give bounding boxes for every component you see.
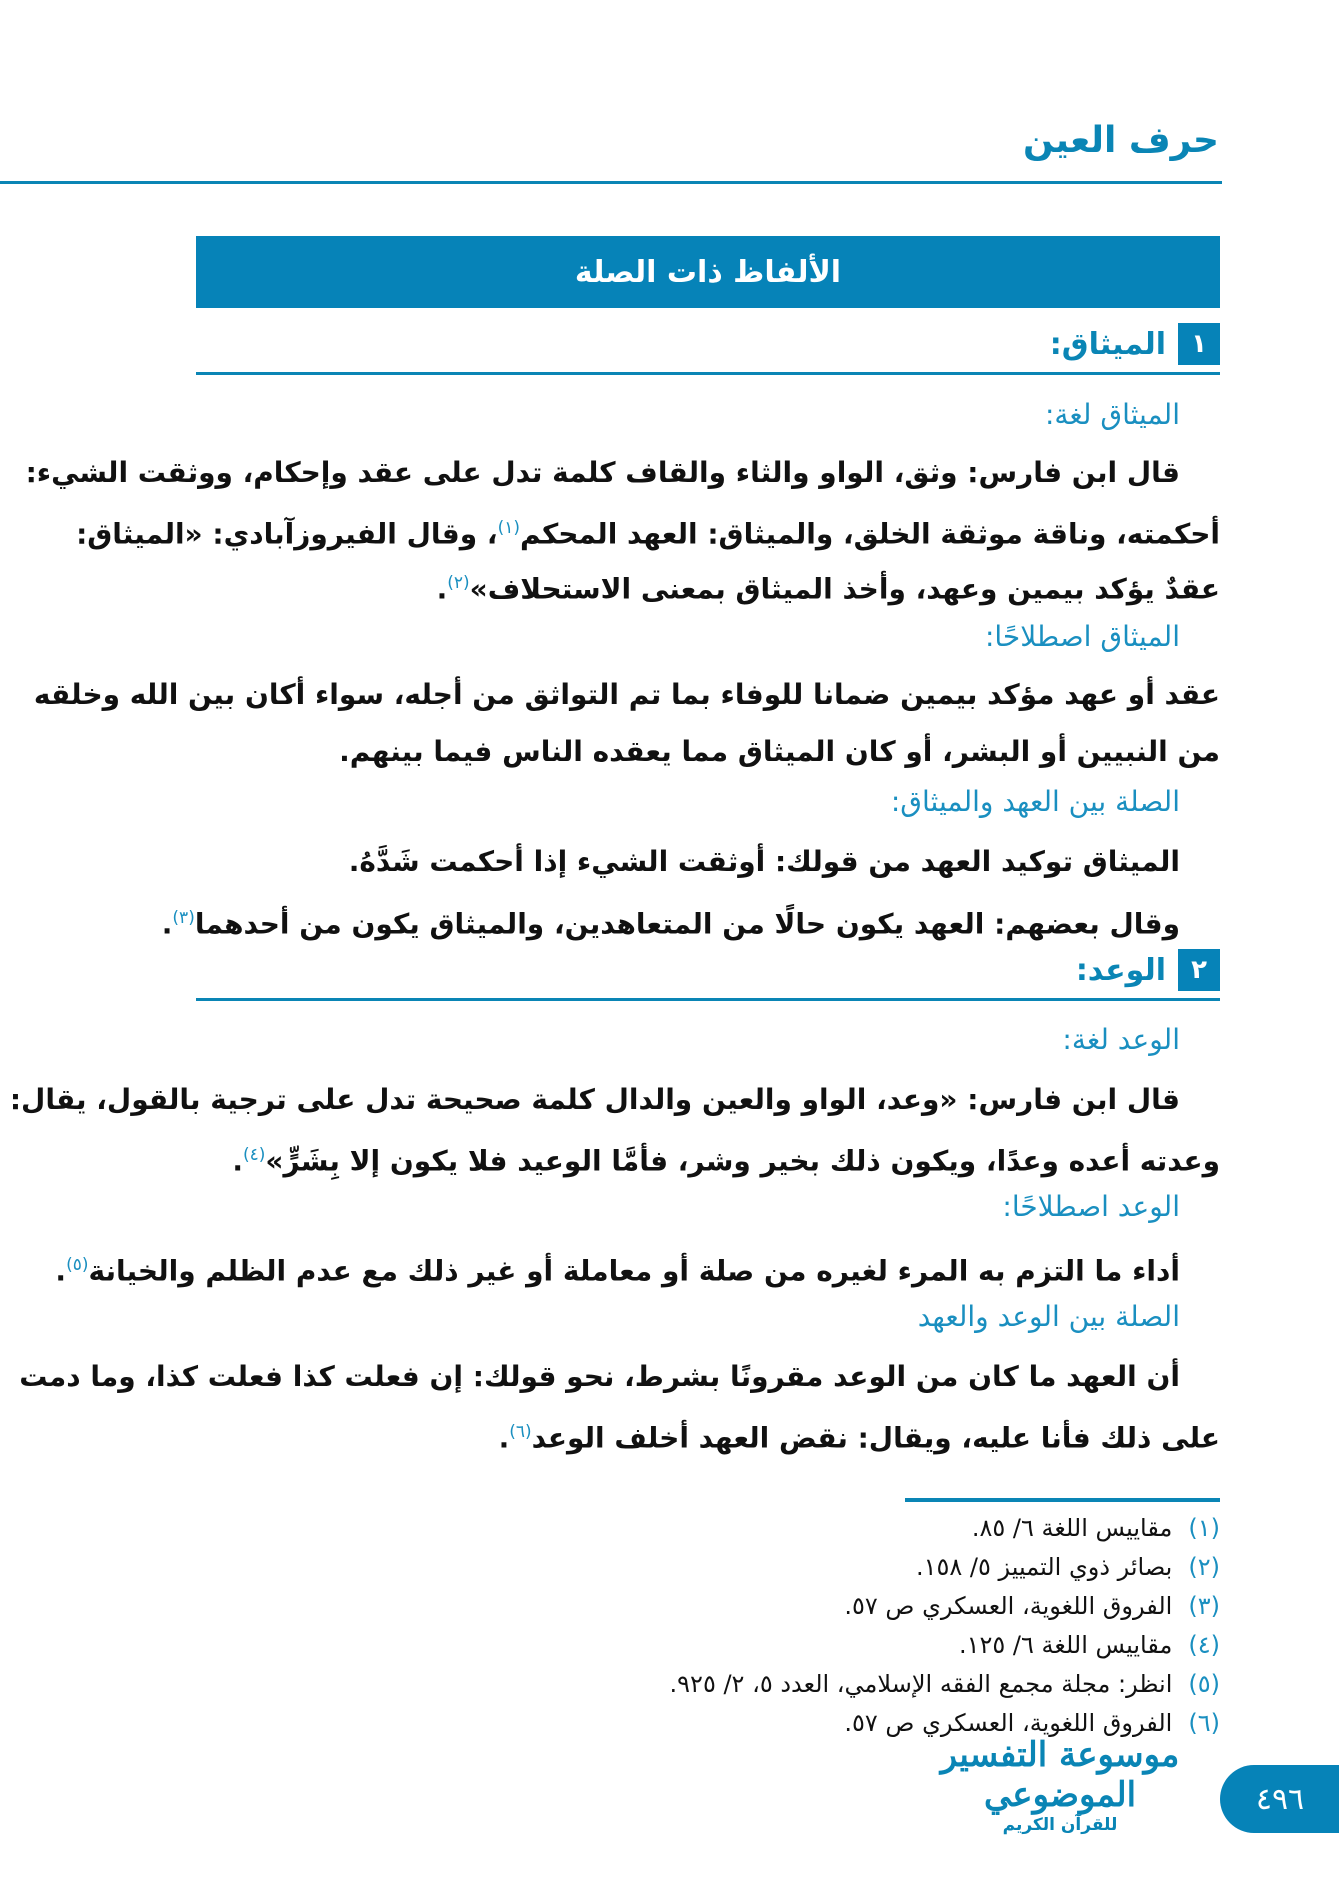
footnote: (١)مقاييس اللغة ٦/ ٨٥. — [971, 1514, 1220, 1542]
footnote: (٤)مقاييس اللغة ٦/ ١٢٥. — [958, 1631, 1220, 1659]
body-line: وقال بعضهم: العهد يكون حالًا من المتعاهدين، والميثاق يكون من أحدهما$^{(٣)}$. — [161, 907, 1180, 941]
footnote: (٢)بصائر ذوي التمييز ٥/ ١٥٨. — [915, 1553, 1220, 1581]
body-line: أداء ما التزم به المرء لغيره من صلة أو معاملة أو غير ذلك مع عدم الظلم والخيانة$^{(٥)}$. — [55, 1254, 1180, 1288]
footnote: (٥)انظر: مجلة مجمع الفقه الإسلامي، العدد ٥، ٢/ ٩٢٥. — [669, 1670, 1220, 1698]
footnote: (٦)الفروق اللغوية، العسكري ص ٥٧. — [844, 1709, 1220, 1737]
section-rule — [196, 998, 1220, 1001]
body-line: على ذلك فأنا عليه، ويقال: نقض العهد أخلف الوعد$^{(٦)}$. — [498, 1421, 1220, 1455]
body-line: قال ابن فارس: «وعد، الواو والعين والدال كلمة صحيحة تدل على ترجية بالقول، يقال: — [9, 1083, 1180, 1116]
body-line: عقدٌ يؤكد بيمين وعهد، وأخذ الميثاق بمعنى الاستحلاف»$^{(٢)}$. — [436, 572, 1220, 606]
body-line: من النبيين أو البشر، أو كان الميثاق مما يعقده الناس فيما بينهم. — [339, 735, 1220, 768]
footnote-rule — [905, 1498, 1220, 1502]
section-number: ١ — [1178, 323, 1220, 365]
subheading: الصلة بين العهد والميثاق: — [890, 785, 1180, 818]
body-line: قال ابن فارس: وثق، الواو والثاء والقاف كلمة تدل على عقد وإحكام، ووثقت الشيء: — [25, 456, 1180, 489]
running-head: حرف العين — [1023, 120, 1219, 161]
body-line: أن العهد ما كان من الوعد مقرونًا بشرط، نحو قولك: إن فعلت كذا فعلت كذا، وما دمت — [19, 1360, 1180, 1393]
body-line: الميثاق توكيد العهد من قولك: أوثقت الشيء إذا أحكمت شَدَّهُ. — [348, 845, 1180, 878]
footnote-ref[interactable]: (٥) — [66, 1255, 89, 1275]
footnote-ref[interactable]: (٢) — [447, 573, 470, 593]
subheading: الميثاق لغة: — [1044, 398, 1180, 431]
body-line: وعدته أعده وعدًا، ويكون ذلك بخير وشر، فأمَّا الوعيد فلا يكون إلا بِشَرٍّ»$^{(٤)}$. — [232, 1144, 1220, 1178]
publisher-logo: موسوعة التفسير الموضوعي للقرآن الكريم — [940, 1735, 1180, 1835]
subheading: الوعد لغة: — [1062, 1023, 1180, 1056]
section-number: ٢ — [1178, 949, 1220, 991]
section-rule — [196, 372, 1220, 375]
header-rule — [0, 181, 1222, 184]
subheading: الصلة بين الوعد والعهد — [917, 1300, 1180, 1333]
page-number: ٤٩٦ — [1220, 1765, 1339, 1833]
footnote-ref[interactable]: (٣) — [172, 908, 195, 928]
section-banner: الألفاظ ذات الصلة — [196, 236, 1220, 308]
body-line: أحكمته، وناقة موثقة الخلق، والميثاق: العهد المحكم$^{(١)}$، وقال الفيروزآبادي: «الميثاق: — [76, 517, 1220, 551]
body-line: عقد أو عهد مؤكد بيمين ضمانا للوفاء بما تم التواثق من أجله، سواء أكان بين الله وخلقه — [33, 678, 1220, 711]
section-heading-1 — [196, 322, 1220, 366]
footnote-ref[interactable]: (٤) — [242, 1145, 266, 1165]
footnote: (٣)الفروق اللغوية، العسكري ص ٥٧. — [844, 1592, 1220, 1620]
footnote-ref[interactable]: (١) — [497, 518, 520, 538]
footnote-ref[interactable]: (٦) — [509, 1422, 532, 1442]
subheading: الوعد اصطلاحًا: — [1002, 1190, 1180, 1223]
section-title: الوعد: — [1075, 952, 1166, 988]
section-heading-2 — [196, 948, 1220, 992]
subheading: الميثاق اصطلاحًا: — [984, 620, 1180, 653]
section-title: الميثاق: — [1049, 326, 1166, 362]
